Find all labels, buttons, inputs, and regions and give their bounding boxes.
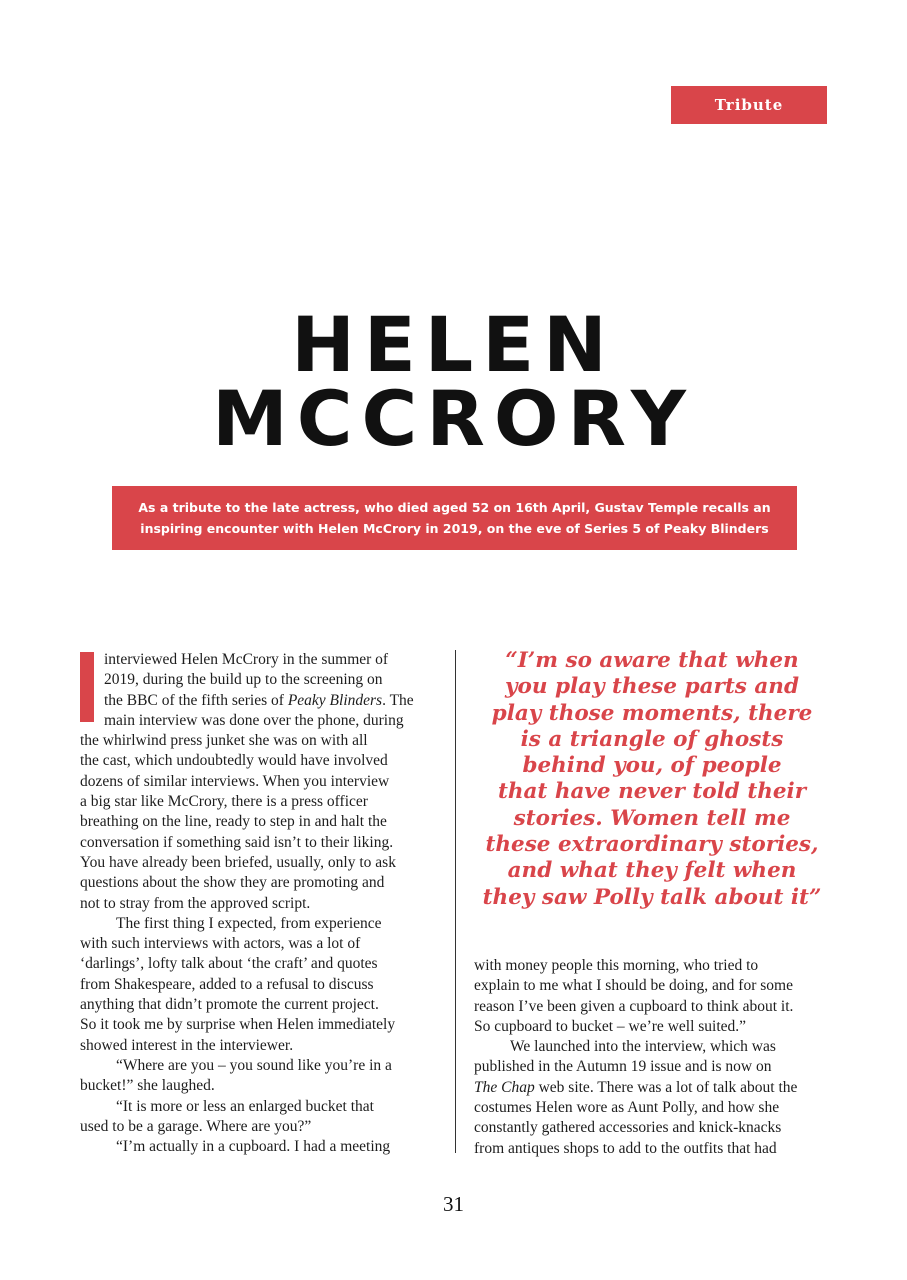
standfirst-line-1: As a tribute to the late actress, who died aged 52 on 16th April, Gustav Temple recalls an: [138, 500, 771, 515]
pull-quote-line: and what they felt when: [507, 858, 797, 884]
pull-quote-line: behind you, of people: [522, 753, 782, 779]
column-divider: [455, 650, 456, 1153]
body-line: reason I’ve been given a cupboard to think about it.: [474, 997, 794, 1015]
section-tag: Tribute: [671, 86, 827, 124]
body-line: costumes Helen wore as Aunt Polly, and how she: [474, 1099, 780, 1117]
body-line: published in the Autumn 19 issue and is now on: [474, 1058, 772, 1076]
body-line: 2019, during the build up to the screening on: [104, 671, 383, 689]
body-line: questions about the show they are promoting and: [80, 874, 385, 892]
pull-quote-line: they saw Polly talk about it”: [482, 884, 822, 910]
body-text: . The: [382, 691, 414, 709]
publication-title-italic: The Chap: [474, 1078, 535, 1096]
title-line-1: HELEN: [291, 300, 616, 389]
body-line: used to be a garage. Where are you?”: [80, 1117, 312, 1135]
body-line: The first thing I expected, from experience: [116, 914, 382, 932]
body-text: web site. There was a lot of talk about the: [534, 1078, 798, 1096]
body-line: not to stray from the approved script.: [80, 894, 311, 912]
drop-cap-indented-lines: [80, 650, 436, 731]
body-line: bucket!” she laughed.: [80, 1077, 215, 1095]
standfirst-line-2: inspiring encounter with Helen McCrory in 2019, on the eve of Series 5 of Peaky Blinders: [140, 521, 769, 536]
pull-quote-line: stories. Women tell me: [513, 805, 791, 831]
body-line: [474, 1078, 834, 1098]
body-text: the BBC of the fifth series of: [104, 691, 288, 709]
pull-quote-line: “I’m so aware that when: [505, 648, 799, 673]
body-line: the cast, which undoubtedly would have involved: [80, 752, 388, 770]
body-line: “Where are you – you sound like you’re in a: [116, 1056, 392, 1074]
body-line: You have already been briefed, usually, only to ask: [80, 853, 396, 871]
page-number: 31: [443, 1192, 464, 1216]
body-line: the whirlwind press junket she was on with all: [80, 732, 368, 750]
pull-quote-line: play those moments, there: [491, 700, 813, 726]
body-line: interviewed Helen McCrory in the summer of: [104, 651, 389, 668]
pull-quote-line: these extraordinary stories,: [485, 832, 819, 858]
pull-quote-line: is a triangle of ghosts: [520, 726, 784, 752]
body-line: from antiques shops to add to the outfits that had: [474, 1139, 777, 1157]
body-line: ‘darlings’, lofty talk about ‘the craft’ and quotes: [80, 955, 378, 973]
body-line: dozens of similar interviews. When you interview: [80, 772, 390, 790]
body-line: showed interest in the interviewer.: [80, 1036, 294, 1054]
body-line: “I’m actually in a cupboard. I had a meeting: [116, 1138, 391, 1156]
body-line: anything that didn’t promote the current project.: [80, 996, 379, 1014]
body-line: So cupboard to bucket – we’re well suited.”: [474, 1017, 747, 1035]
standfirst: [112, 486, 797, 550]
body-line: So it took me by surprise when Helen immediately: [80, 1016, 396, 1034]
article-title: [0, 300, 907, 463]
pull-quote-line: you play these parts and: [505, 674, 799, 700]
show-title-italic: Peaky Blinders: [287, 691, 383, 709]
body-line: main interview was done over the phone, during: [104, 711, 404, 729]
title-line-2: MCCRORY: [212, 374, 695, 463]
pull-quote: [462, 648, 842, 911]
body-line: constantly gathered accessories and knick-knacks: [474, 1119, 782, 1137]
body-line: from Shakespeare, added to a refusal to discuss: [80, 975, 374, 993]
body-line: explain to me what I should be doing, and for some: [474, 977, 793, 995]
body-line: “It is more or less an enlarged bucket that: [116, 1097, 374, 1115]
body-line: We launched into the interview, which was: [510, 1038, 776, 1056]
pull-quote-line: that have never told their: [497, 779, 807, 805]
body-line: a big star like McCrory, there is a press officer: [80, 793, 368, 811]
body-column-left: [80, 650, 436, 1157]
body-column-right: [474, 956, 834, 1159]
body-line: with money people this morning, who tried to: [474, 957, 759, 974]
body-line: [104, 691, 436, 711]
body-line: with such interviews with actors, was a lot of: [80, 935, 361, 953]
body-line: conversation if something said isn’t to their liking.: [80, 833, 394, 851]
body-line: breathing on the line, ready to step in and halt the: [80, 813, 387, 831]
